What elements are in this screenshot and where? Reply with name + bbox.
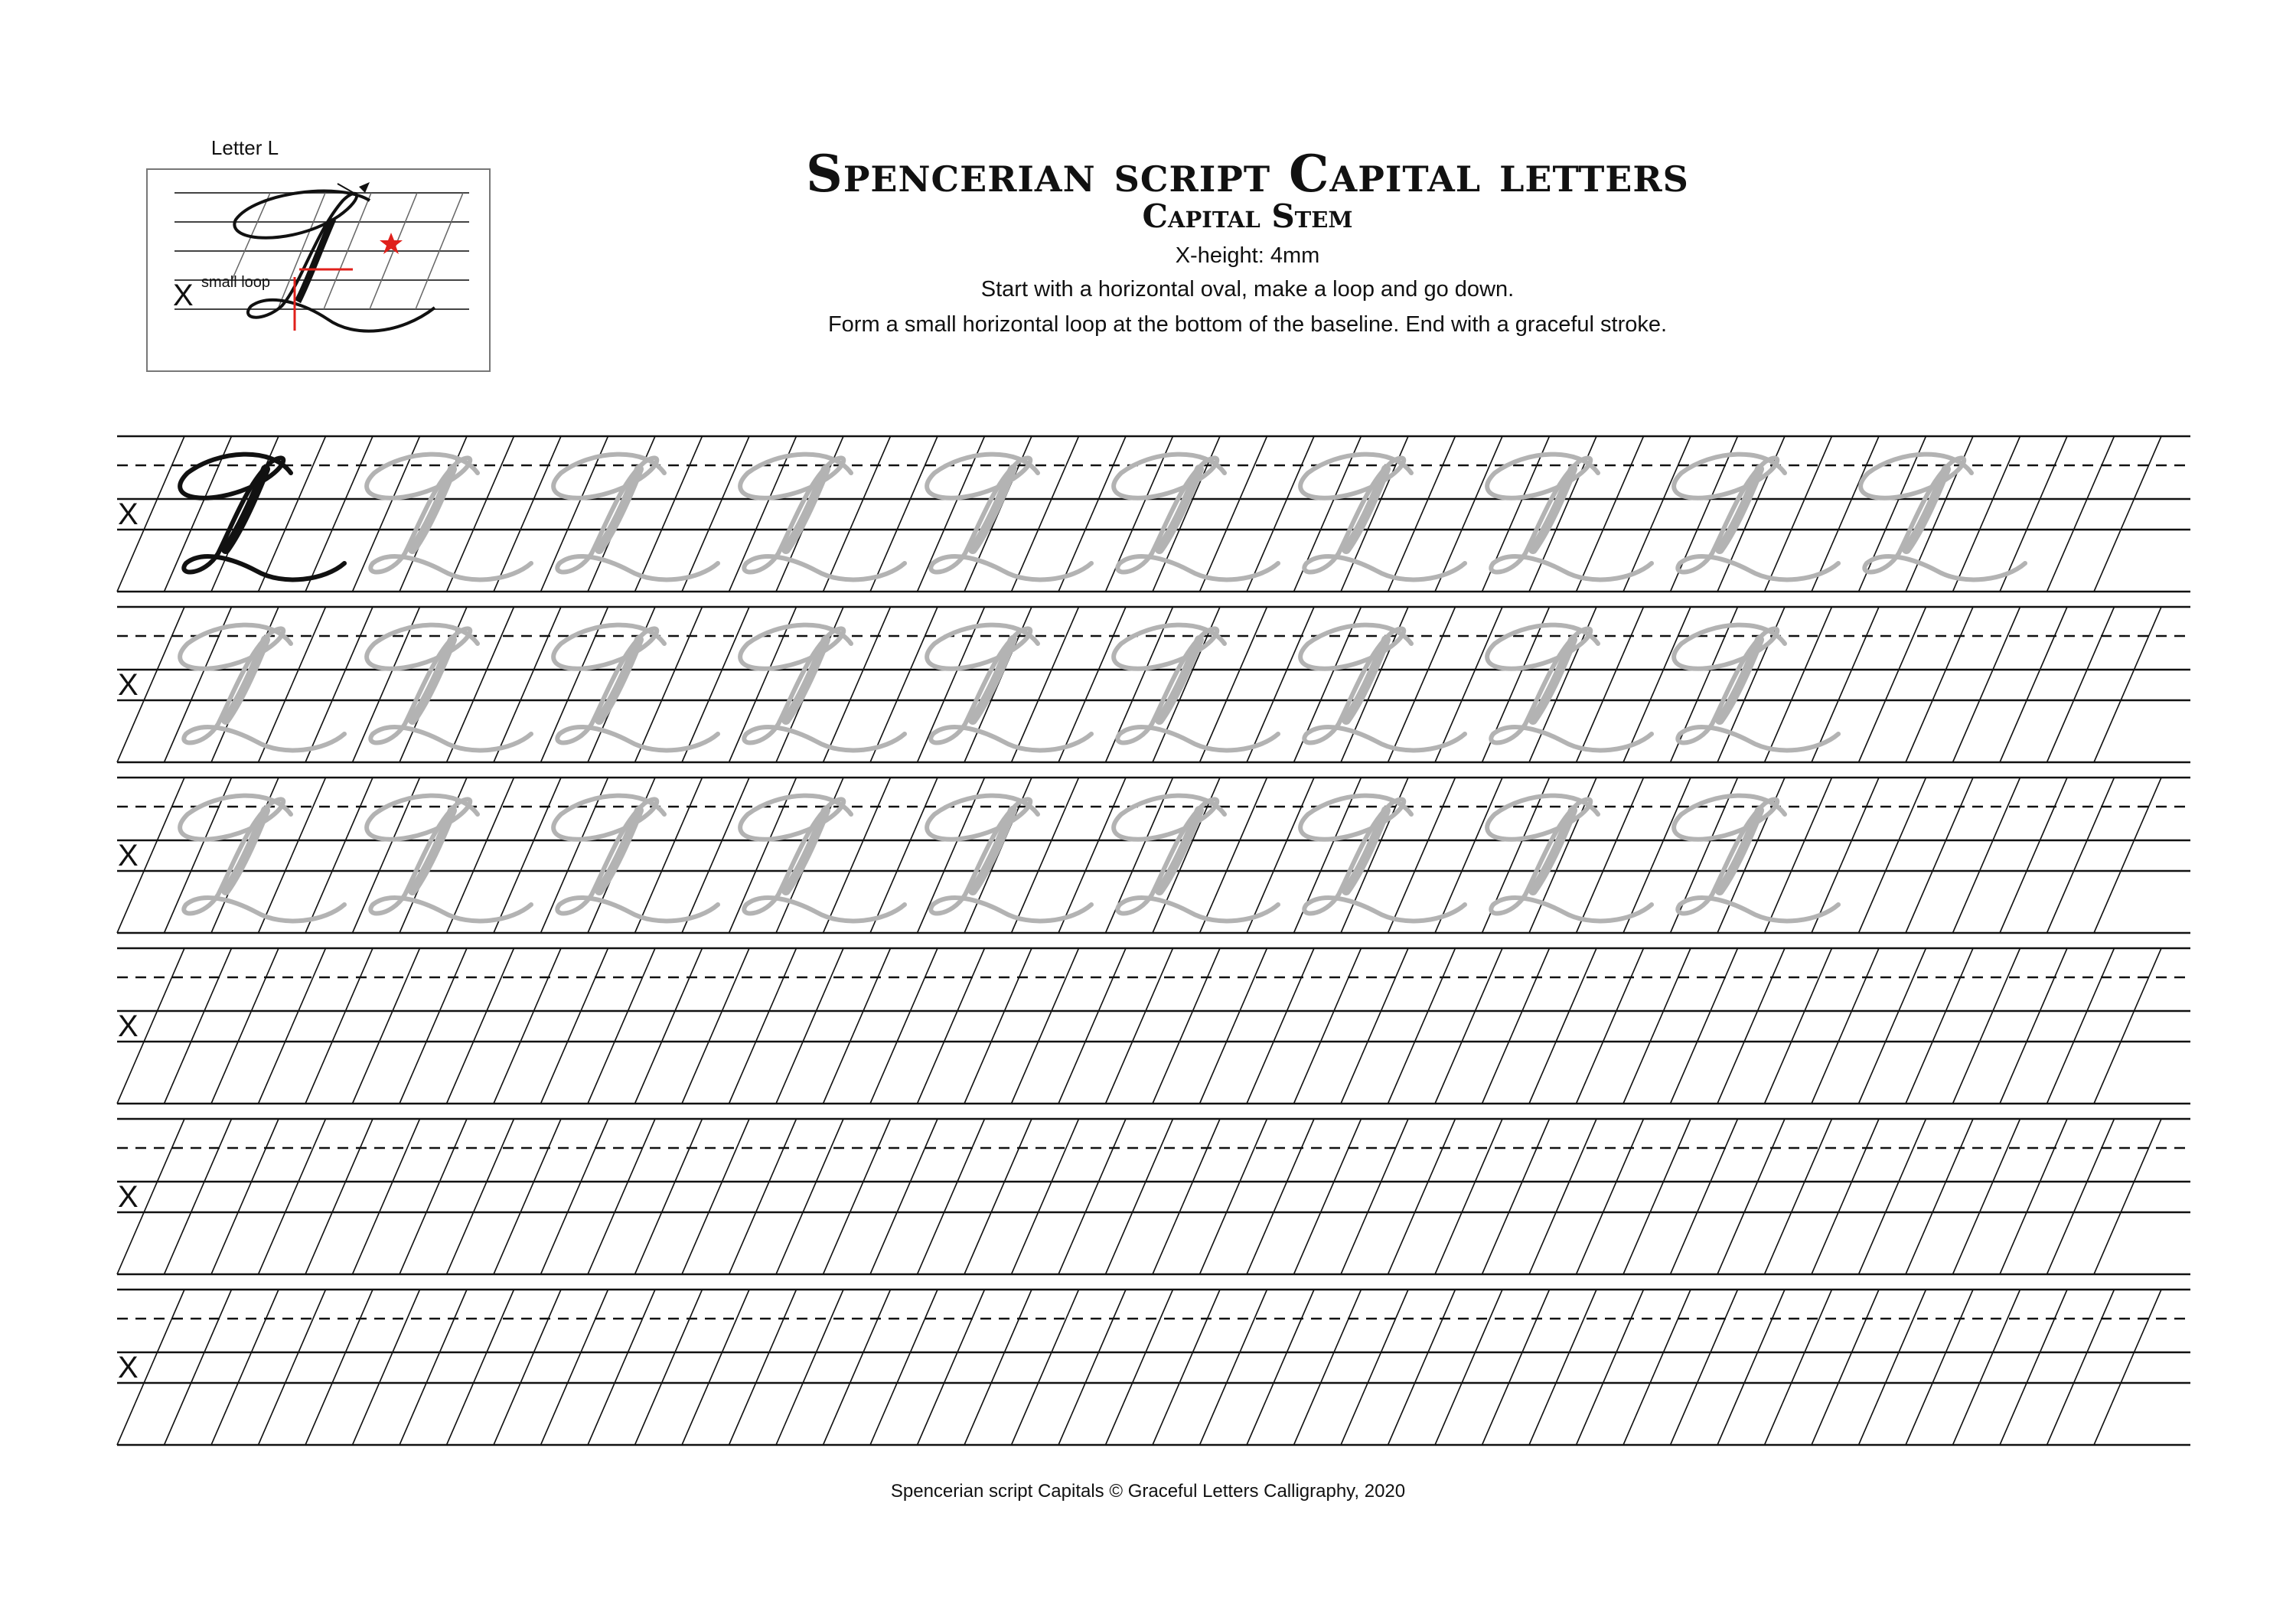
practice-letter-shade	[973, 469, 1013, 549]
instruction-line-1: Start with a horizontal oval, make a loop and go down.	[980, 277, 1515, 302]
diagram-x-marker: X	[173, 279, 194, 312]
practice-letter-shade	[786, 810, 826, 891]
practice-row	[117, 948, 2190, 1104]
practice-letter-shade	[973, 810, 1013, 891]
practice-row	[117, 1290, 2190, 1445]
row-x-marker: X	[118, 839, 139, 872]
practice-letter-shade	[413, 469, 452, 549]
practice-letter-shade	[786, 469, 826, 549]
practice-row	[117, 778, 2190, 933]
instruction-line-2: Form a small horizontal loop at the bottom of the baseline. End with a graceful stroke.	[827, 312, 1668, 337]
practice-letter-shade	[599, 640, 639, 720]
practice-row	[117, 436, 2190, 592]
practice-letter-shade	[1346, 469, 1386, 549]
row-x-marker: X	[118, 1009, 139, 1043]
practice-letter-shade	[973, 640, 1013, 720]
row-x-marker: X	[118, 497, 139, 531]
row-x-marker: X	[118, 1180, 139, 1214]
practice-letter-shade	[226, 810, 266, 891]
practice-letter-shade	[1346, 640, 1386, 720]
practice-letter-shade	[599, 810, 639, 891]
practice-row	[117, 607, 2190, 762]
practice-letter-shade	[226, 640, 266, 720]
practice-letter-shade	[1159, 810, 1199, 891]
page-subtitle: Capital Stem	[1142, 197, 1353, 235]
row-x-marker: X	[118, 668, 139, 702]
page-title: Spencerian script Capital letters	[806, 144, 1689, 204]
practice-letter-shade	[599, 469, 639, 549]
diagram-label: Letter L	[210, 136, 279, 159]
practice-row	[117, 1119, 2190, 1274]
practice-letter-shade	[413, 640, 452, 720]
diagram-small-loop-note: small loop	[201, 274, 271, 291]
practice-letter-shade	[226, 469, 266, 549]
practice-letter-shade	[1346, 810, 1386, 891]
practice-letter-shade	[1906, 469, 1946, 549]
x-height-info: X-height: 4mm	[1175, 243, 1320, 268]
practice-letter-shade	[1159, 640, 1199, 720]
practice-letter-shade	[1159, 469, 1199, 549]
practice-letter-shade	[786, 640, 826, 720]
row-x-marker: X	[118, 1351, 139, 1384]
practice-letter-shade	[413, 810, 452, 891]
footer-copyright: Spencerian script Capitals © Graceful Letters Calligraphy, 2020	[890, 1481, 1406, 1502]
